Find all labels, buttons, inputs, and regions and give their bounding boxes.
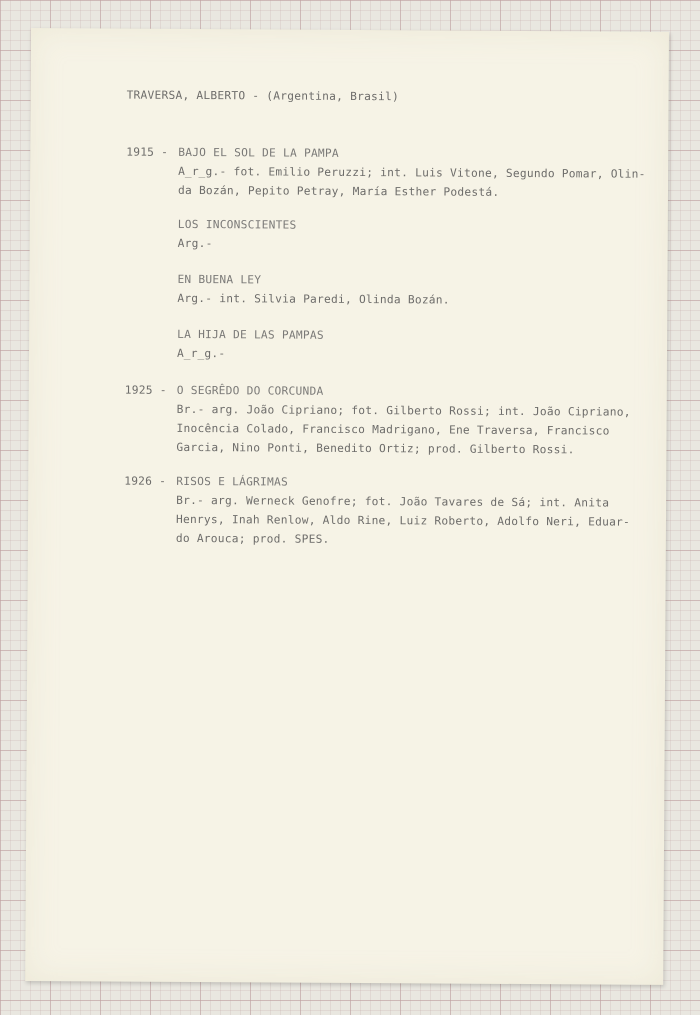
filmography-entry-1925 — [124, 381, 631, 460]
film-credits-line: Henrys, Inah Renlow, Aldo Rine, Luiz Roberto, Adolfo Neri, Eduar- — [175, 512, 631, 529]
film-credits-line: A̲r̲g.- — [176, 346, 226, 361]
film-credits-line: Inocência Colado, Francisco Madrigano, Ene Traversa, Francisco — [176, 421, 610, 438]
film-credits-line: Br.- arg. Werneck Genofre; fot. João Tavares de Sá; int. Anita — [176, 493, 610, 510]
filmography-entry-1915 — [126, 143, 646, 203]
film-credits-line: Br.- arg. João Cipriano; fot. Gilberto Rossi; int. João Cipriano, — [176, 402, 631, 419]
film-credits-line: do Arouca; prod. SPES. — [175, 531, 330, 546]
film-title: RISOS E LÁGRIMAS — [176, 474, 289, 489]
filmography-entry-1926 — [124, 472, 631, 551]
film-block — [125, 270, 450, 310]
film-credits-line: da Bozán, Pepito Petray, María Esther Podestá. — [177, 183, 500, 199]
document-sheet — [25, 28, 669, 985]
film-credits-line: Arg.- — [177, 236, 213, 251]
page-heading: TRAVERSA, ALBERTO - (Argentina, Brasil) — [126, 88, 400, 104]
film-credits-line: A̲r̲g.- fot. Emilio Peruzzi; int. Luis Vitone, Segundo Pomar, Olin- — [178, 164, 646, 181]
entry-year: 1925 - — [124, 383, 167, 397]
film-credits-line: Arg.- int. Silvia Paredi, Olinda Bozán. — [177, 291, 450, 307]
entry-year: 1915 - — [126, 145, 169, 159]
film-credits-line: Garcia, Nino Ponti, Benedito Ortiz; prod. Gilberto Rossi. — [176, 440, 575, 457]
film-title: EN BUENA LEY — [177, 272, 262, 287]
film-title: LOS INCONSCIENTES — [177, 217, 297, 232]
film-title: BAJO EL SOL DE LA PAMPA — [178, 145, 339, 160]
film-title: LA HIJA DE LAS PAMPAS — [177, 327, 324, 342]
film-title: O SEGRÊDO DO CORCUNDA — [176, 383, 324, 398]
entry-year: 1926 - — [124, 474, 167, 488]
film-block — [125, 325, 324, 364]
film-block — [126, 215, 297, 254]
